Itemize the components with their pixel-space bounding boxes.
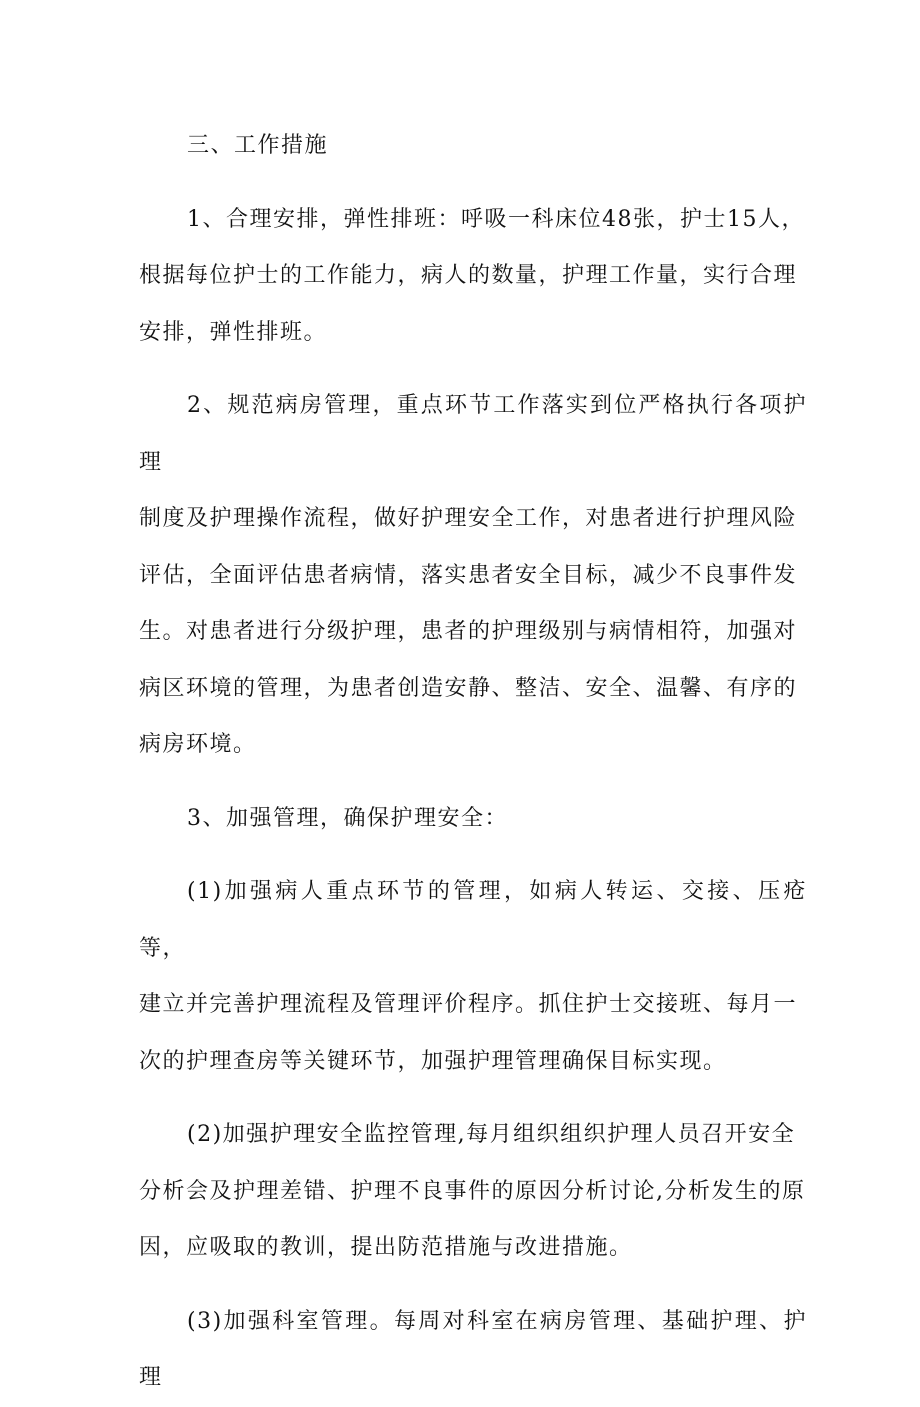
paragraph-5-line-2: 分析会及护理差错、护理不良事件的原因分析讨论,分析发生的原: [139, 1178, 806, 1204]
paragraph-5-line-1: (2)加强护理安全监控管理,每月组织组织护理人员召开安全: [187, 1122, 796, 1147]
paragraph-2-line-6: 病房环境。: [139, 732, 257, 757]
document-body: [139, 118, 807, 1407]
paragraph-1-line-3: 安排，弹性排班。: [139, 319, 328, 345]
paragraph-4-line-3: 次的护理查房等关键环节，加强护理管理确保目标实现。: [139, 1048, 727, 1074]
paragraph-1: [139, 192, 807, 362]
paragraph-2-line-3: 评估，全面评估患者病情，落实患者安全目标，减少不良事件发: [139, 562, 798, 588]
paragraph-6-line-1: (3)加强科室管理。每周对科室在病房管理、基础护理、护理: [139, 1308, 807, 1390]
paragraph-2-line-5: 病区环境的管理，为患者创造安静、整洁、安全、温馨、有序的: [139, 675, 798, 701]
paragraph-5: [139, 1107, 807, 1277]
paragraph-1-line-1: 1、合理安排，弹性排班：呼吸一科床位48张，护士15人，: [187, 206, 805, 232]
paragraph-1-line-2: 根据每位护士的工作能力，病人的数量，护理工作量，实行合理: [139, 263, 798, 288]
paragraph-2: [139, 378, 807, 774]
paragraph-2-line-2: 制度及护理操作流程，做好护理安全工作，对患者进行护理风险: [139, 506, 798, 531]
paragraph-2-line-4: 生。对患者进行分级护理，患者的护理级别与病情相符，加强对: [139, 619, 798, 644]
paragraph-4-line-2: 建立并完善护理流程及管理评价程序。抓住护士交接班、每月一: [139, 992, 798, 1017]
paragraph-4-line-1: (1)加强病人重点环节的管理，如病人转运、交接、压疮等，: [139, 879, 807, 961]
paragraph-6: [139, 1294, 807, 1407]
paragraph-5-line-3: 因，应吸取的教训，提出防范措施与改进措施。: [139, 1235, 633, 1260]
paragraph-2-line-1: 2、规范病房管理，重点环节工作落实到位严格执行各项护理: [139, 393, 807, 475]
paragraph-4: [139, 864, 807, 1090]
section-heading-text: 三、工作措施: [187, 133, 329, 158]
paragraph-3: [139, 791, 807, 848]
paragraph-3-line-1: 3、加强管理，确保护理安全：: [187, 805, 508, 831]
section-heading: [139, 118, 807, 175]
